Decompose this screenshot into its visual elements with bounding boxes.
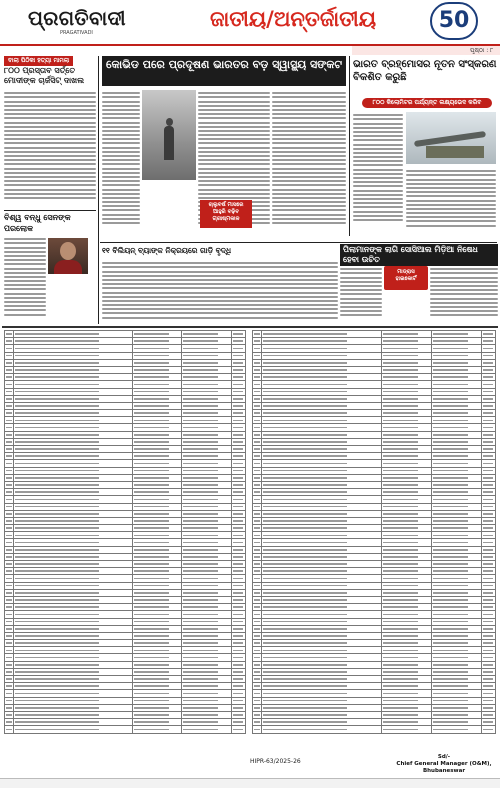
signature-line: Sd/-: [437, 754, 451, 760]
section-rule: [100, 242, 497, 243]
tender-row: [253, 604, 496, 611]
tender-row: [253, 395, 496, 402]
tender-row: [5, 532, 246, 539]
tender-row: [253, 683, 496, 690]
social-media-headline: ପିଲାମାନଙ୍କ ଲାଗି ସୋସିଆଲ ମିଡ଼ିଆ ନିଷେଧ ହେବା ଉଚିତ: [340, 244, 498, 266]
tender-row: [5, 711, 246, 718]
tender-row: [5, 503, 246, 510]
tender-row: [5, 690, 246, 697]
tender-row: [5, 417, 246, 424]
signature-line: Chief General Manager (O&M),: [396, 761, 492, 767]
tender-row: [5, 517, 246, 524]
tender-row: [5, 697, 246, 704]
tender-row: [253, 510, 496, 517]
obituary-body-a: [4, 236, 46, 324]
tender-row: [253, 503, 496, 510]
tender-row: [5, 474, 246, 481]
logo-subtitle: PRAGATIVADI: [60, 30, 93, 36]
section-title: ଜାତୀୟ/ଅନ୍ତର୍ଜାତୀୟ: [210, 7, 377, 31]
tender-row: [5, 632, 246, 639]
tender-row: [5, 654, 246, 661]
tender-row: [5, 374, 246, 381]
story-subhead-right: ୮୦୦ କିଲୋମିଟର ପର୍ଯ୍ୟନ୍ତ ଲକ୍ଷ୍ୟଭେଦ କରିବ: [362, 98, 492, 108]
tender-row: [253, 697, 496, 704]
tender-row: [5, 604, 246, 611]
tender-row: [5, 568, 246, 575]
tender-row: [5, 388, 246, 395]
signature-block: [392, 754, 496, 775]
tender-row: [253, 632, 496, 639]
highlight-callout: ଚାଲୁବର୍ଷ ମାସରେ ଆହୁରି ବଢ଼ିବ ଗ୍ରୀଷ୍ମକାଳ: [200, 200, 252, 228]
tender-row: [253, 575, 496, 582]
page-number: ପୃଷ୍ଠା : ୮: [470, 47, 494, 54]
tender-row: [5, 618, 246, 625]
tender-row: [253, 618, 496, 625]
tender-row: [5, 431, 246, 438]
tender-row: [5, 546, 246, 553]
tender-row: [253, 474, 496, 481]
tender-row: [253, 345, 496, 352]
story-body-center-c: [272, 90, 346, 240]
tender-row: [253, 460, 496, 467]
tender-row: [253, 704, 496, 711]
social-story-body-b: [430, 266, 498, 324]
column-divider: [349, 56, 350, 236]
tender-row: [5, 640, 246, 647]
tender-row: [5, 446, 246, 453]
tender-row: [5, 381, 246, 388]
tender-row: [253, 489, 496, 496]
tender-row: [253, 719, 496, 726]
tender-row: [5, 402, 246, 409]
tender-row: [5, 719, 246, 726]
story-kicker: ବାଲା ପିଠିକା ହତ୍ୟା ମାମଲା: [4, 56, 73, 66]
tender-row: [5, 575, 246, 582]
tender-row: [253, 640, 496, 647]
tender-row: [5, 726, 246, 733]
tender-row: [253, 726, 496, 733]
tender-row: [253, 596, 496, 603]
tender-row: [253, 446, 496, 453]
story-headline-right: ଭାରତ ବ୍ରହ୍ମୋସର ନୂତନ ସଂସ୍କରଣ ବିକଶିତ କରୁଛି: [353, 59, 497, 83]
story-headline-left: ୮୦୦ ପ୍ରସ୍ତାବ ସର୍ତ୍ତେ ମୋଦୀଙ୍କ ଚାର୍ଜସିଟ୍ ଦାଖଲ: [4, 66, 85, 85]
tender-row: [5, 561, 246, 568]
tender-row: [5, 625, 246, 632]
tender-row: [5, 496, 246, 503]
tender-row: [5, 359, 246, 366]
tender-row: [5, 596, 246, 603]
social-story-body-a: [340, 266, 382, 324]
missile-photo: [406, 112, 496, 164]
tender-row: [253, 525, 496, 532]
tender-row: [253, 561, 496, 568]
tender-row: [253, 654, 496, 661]
tender-row: [253, 711, 496, 718]
tender-row: [253, 467, 496, 474]
column-divider: [98, 56, 99, 324]
tender-row: [253, 438, 496, 445]
tender-row: [5, 366, 246, 373]
tender-row: [253, 374, 496, 381]
tender-row: [253, 417, 496, 424]
tender-row: [5, 438, 246, 445]
story-body-right-a: [353, 112, 403, 236]
tender-row: [5, 453, 246, 460]
tender-row: [253, 539, 496, 546]
tender-row: [253, 431, 496, 438]
tender-row: [5, 582, 246, 589]
story-body-center-a: [102, 90, 140, 240]
tender-row: [5, 647, 246, 654]
bank-story-body: [102, 260, 338, 324]
tender-row: [253, 625, 496, 632]
tender-row: [5, 589, 246, 596]
section-rule: [4, 210, 96, 211]
story-headline-center: କୋଭିଡ ପରେ ପ୍ରଦୂଷଣ ଭାରତର ବଡ଼ ସ୍ୱାସ୍ଥ୍ୟ ସଙ୍କଟ: [102, 56, 346, 86]
story-body-right-b: [406, 168, 496, 236]
tender-table-right: [252, 330, 496, 734]
tender-row: [5, 331, 246, 338]
tender-row: [253, 690, 496, 697]
tender-table-left: [4, 330, 246, 734]
tender-row: [5, 611, 246, 618]
tender-row: [5, 661, 246, 668]
tender-row: [253, 647, 496, 654]
court-badge: ମାଡ୍ରାସ ହାଇକୋର୍ଟ: [384, 266, 428, 290]
tender-row: [5, 424, 246, 431]
tender-row: [253, 517, 496, 524]
tender-row: [253, 481, 496, 488]
tender-row: [5, 395, 246, 402]
bank-headline: ୧୧ ବିଲିୟନ୍ ବ୍ୟାଙ୍କ ନିକ୍ରୟରେ ଗାଡ଼ି ବୃଦ୍ଧି: [102, 246, 232, 255]
tender-row: [5, 676, 246, 683]
tender-row: [253, 453, 496, 460]
portrait-photo: [48, 238, 88, 274]
tender-row: [5, 338, 246, 345]
tender-row: [253, 661, 496, 668]
tender-row: [253, 568, 496, 575]
tender-row: [5, 525, 246, 532]
tender-row: [253, 352, 496, 359]
tender-row: [253, 553, 496, 560]
tender-row: [253, 388, 496, 395]
tender-row: [253, 668, 496, 675]
obituary-headline: ବିଶ୍ୱ ବନ୍ଧୁ ସେନଙ୍କ ପରଲୋକ: [4, 213, 71, 233]
tender-row: [253, 496, 496, 503]
tender-row: [5, 460, 246, 467]
page-footer: [0, 778, 500, 788]
tender-row: [5, 539, 246, 546]
tender-row: [5, 668, 246, 675]
tender-row: [253, 546, 496, 553]
tender-row: [253, 410, 496, 417]
tender-row: [253, 331, 496, 338]
tender-row: [5, 489, 246, 496]
tender-row: [253, 589, 496, 596]
newspaper-logo: ପ୍ରଗତିବାଦୀ: [28, 6, 126, 30]
tender-row: [5, 510, 246, 517]
tender-row: [253, 424, 496, 431]
tender-row: [253, 676, 496, 683]
tender-row: [5, 481, 246, 488]
tender-row: [253, 402, 496, 409]
tender-row: [253, 611, 496, 618]
tender-notice: [4, 330, 496, 754]
tender-row: [5, 345, 246, 352]
signature-line: Bhubaneswar: [422, 768, 466, 774]
tender-row: [253, 532, 496, 539]
notice-code: HIPR-63/2025-26: [250, 758, 301, 765]
smog-photo: [142, 90, 196, 180]
tender-row: [253, 366, 496, 373]
tender-row: [5, 410, 246, 417]
tender-row: [253, 359, 496, 366]
tender-row: [253, 381, 496, 388]
tender-row: [253, 338, 496, 345]
tender-row: [5, 704, 246, 711]
tender-row: [5, 467, 246, 474]
tender-row: [253, 582, 496, 589]
tender-row: [5, 683, 246, 690]
tender-row: [5, 553, 246, 560]
anniversary-badge: 50: [430, 2, 478, 40]
tender-row: [5, 352, 246, 359]
story-body-left: [4, 90, 96, 208]
notice-top-border: [2, 326, 498, 328]
